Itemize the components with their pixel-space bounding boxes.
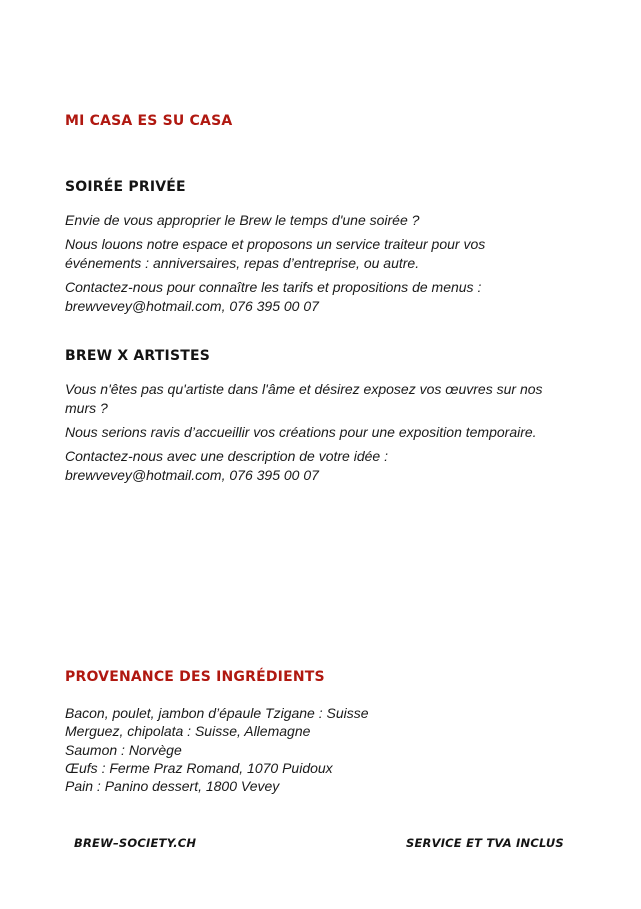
- artistes-contact-text: Contactez-nous avec une description de votre idée : brewvevey@hotmail.com, 076 395 00 07: [65, 448, 388, 483]
- provenance-item: Bacon, poulet, jambon d’épaule Tzigane : Suisse: [65, 705, 369, 721]
- provenance-item: Œufs : Ferme Praz Romand, 1070 Puidoux: [65, 759, 333, 776]
- provenance-item: Merguez, chipolata : Suisse, Allemagne: [65, 723, 311, 740]
- provenance-heading: PROVENANCE DES INGRÉDIENTS: [65, 669, 325, 685]
- soiree-intro-text: Envie de vous approprier le Brew le temps d'une soirée ?: [65, 212, 420, 228]
- mi-casa-heading: MI CASA ES SU CASA: [65, 113, 233, 129]
- soiree-privee-heading: SOIRÉE PRIVÉE: [65, 179, 186, 195]
- provenance-list: [65, 704, 585, 795]
- footer-service-note: SERVICE ET TVA INCLUS: [406, 836, 564, 850]
- soiree-service-text: Nous louons notre espace et proposons un service traiteur pour vos événements : anniversaires, repas d’entreprise, ou autre.: [65, 236, 486, 271]
- provenance-item: Saumon : Norvège: [65, 741, 182, 758]
- artistes-exposition-text: Nous serions ravis d’accueillir vos créations pour une exposition temporaire.: [65, 424, 537, 440]
- footer-website: BREW–SOCIETY.CH: [74, 836, 197, 850]
- provenance-item: Pain : Panino dessert, 1800 Vevey: [65, 778, 280, 795]
- soiree-contact-text: Contactez-nous pour connaître les tarifs et propositions de menus : brewvevey@hotmail.com, 076 395 00 07: [65, 279, 482, 314]
- artistes-intro-text: Vous n'êtes pas qu'artiste dans l'âme et désirez exposez vos œuvres sur nos murs ?: [65, 381, 543, 416]
- brew-artistes-heading: BREW X ARTISTES: [65, 348, 211, 364]
